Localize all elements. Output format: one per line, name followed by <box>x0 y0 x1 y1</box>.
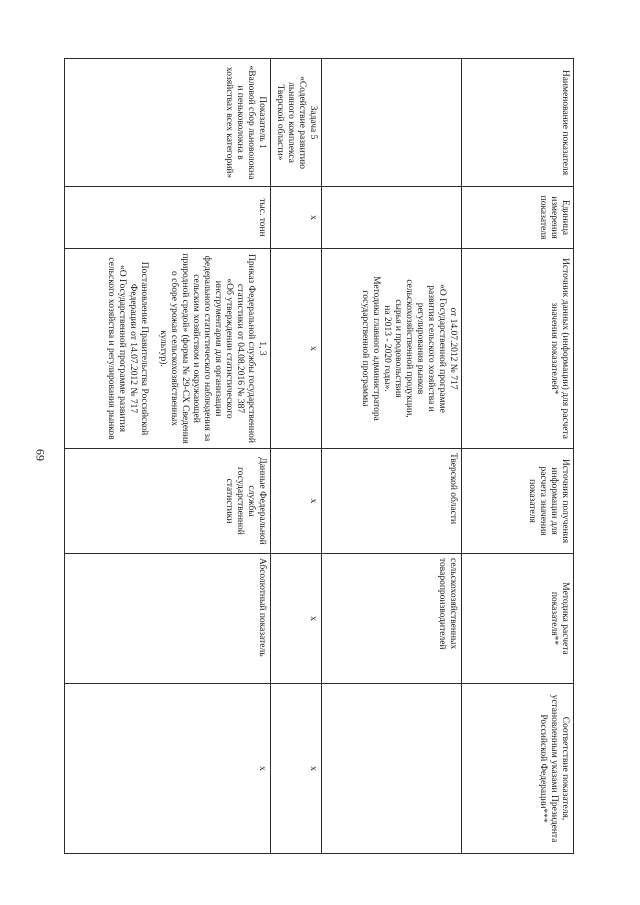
text-line: Постановление Правительства Российской Федерации от 14.07.2012 № 717 <box>128 261 149 436</box>
table-row-indicator <box>65 59 271 854</box>
page-number: 69 <box>33 449 48 461</box>
cell-unit <box>322 187 462 249</box>
cell-obtain: х <box>271 449 322 554</box>
text-line: «О Государственной программе <box>437 284 447 413</box>
text-line: «О Государственной программе развития сельского хозяйства и регулирования рынков <box>106 257 127 440</box>
table-row-task <box>271 59 322 854</box>
text-line: «Об утверждении статистического инструментария для организации федерального статистического наблюдения за сельским хозяйством и окружающей природной средой» (форма № 29-СХ Сведения о сборе урожая сельскохозяйственных культур). <box>158 253 234 444</box>
document-table-frame <box>64 58 574 853</box>
cell-conform: х <box>65 684 271 854</box>
text-line: Приказ Федеральной службы государственной статистики от 04.08.2016 № 387 <box>235 254 256 443</box>
text-line: регулирования рынков <box>415 302 425 395</box>
cell-method: х <box>271 554 322 684</box>
text-line: сельскохозяйственной продукции, <box>404 279 414 418</box>
header-unit: Единица измерения показателя <box>462 187 574 249</box>
text-line: Задача 5 <box>308 105 318 140</box>
text-line: Показатель 1 <box>257 96 267 149</box>
header-obtain: Источник получения информации для расчета значения показателя <box>462 449 574 554</box>
cell-obtain: Данные Федеральной службы государственной статистики <box>65 449 271 554</box>
text-line: развития сельского хозяйства и <box>426 285 436 412</box>
cell-name <box>271 59 322 187</box>
cell-name <box>322 59 462 187</box>
text-line: Методика главного администратора государственной программы <box>360 276 381 421</box>
text-line: от 14.07.2012 № 717 <box>448 307 458 390</box>
cell-method: сельскохозяйственных товаропроизводителей <box>322 554 462 684</box>
header-source: Источник данных (информации) для расчета значения показателей* <box>462 249 574 449</box>
header-conform: Соответствие показателя, установленным указами Президента Российской Федерации*** <box>462 684 574 854</box>
cell-conform: х <box>271 684 322 854</box>
document-table-rotated <box>64 58 574 853</box>
cell-obtain: Тверской области <box>322 449 462 554</box>
header-method: Методика расчета показателя** <box>462 554 574 684</box>
cell-conform <box>322 684 462 854</box>
text-line: «Содействие развитию льняного комплекса Тверской области» <box>275 76 307 169</box>
cell-unit: х <box>271 187 322 249</box>
header-row <box>462 59 574 854</box>
cell-source <box>65 249 271 449</box>
text-line: 1, 3 <box>257 341 267 356</box>
table-row-continued <box>322 59 462 854</box>
cell-source <box>322 249 462 449</box>
header-name: Наименование показателя <box>462 59 574 187</box>
cell-name <box>65 59 271 187</box>
cell-unit: тыс. тонн <box>65 187 271 249</box>
text-gap <box>149 253 157 444</box>
text-line: «Валовой сбор льноволокна и пеньковолокна в хозяйствах всех категорий» <box>224 65 256 180</box>
cell-source: х <box>271 249 322 449</box>
text-line: сырья и продовольствия <box>393 299 403 398</box>
indicators-table <box>64 58 574 854</box>
cell-method: Абсолютный показатель <box>65 554 271 684</box>
text-line: на 2013 - 2020 годы». <box>382 305 392 392</box>
